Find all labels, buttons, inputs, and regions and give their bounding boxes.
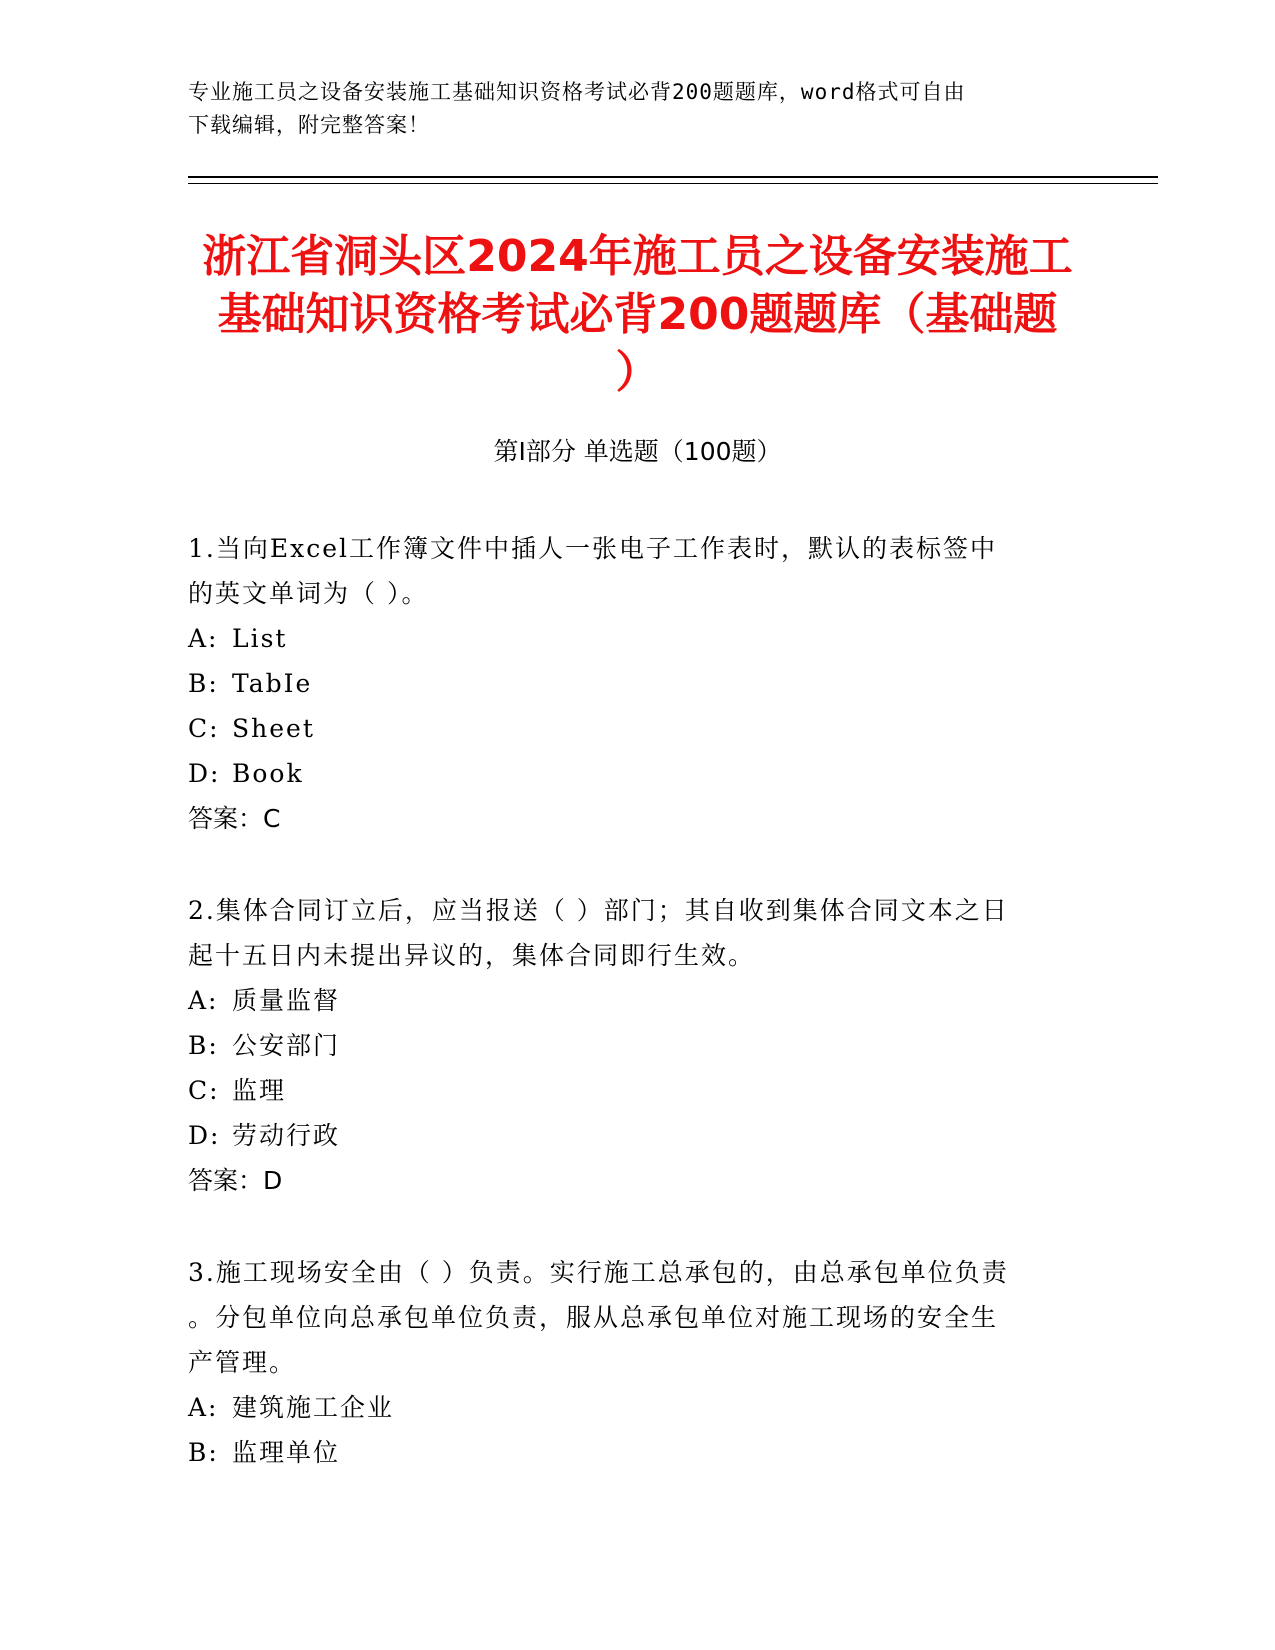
- document-title-line-2: 基础知识资格考试必背200题题库（基础题: [217, 289, 1058, 340]
- header-note: [188, 76, 1088, 142]
- header-note-line-1: 专业施工员之设备安装施工基础知识资格考试必背200题题库，word格式可自由: [188, 80, 966, 104]
- document-title-line-1: 浙江省洞头区2024年施工员之设备安装施工: [202, 231, 1073, 282]
- option-letter: D:: [188, 1121, 221, 1150]
- question-stem-line: 产管理。: [188, 1348, 297, 1377]
- option-text: Sheet: [232, 714, 315, 743]
- question-1: [188, 526, 1088, 841]
- option-letter: A:: [188, 624, 219, 653]
- option-d: [188, 751, 1088, 796]
- question-stem-line: 1.当向Excel工作簿文件中插人一张电子工作表时，默认的表标签中: [188, 534, 997, 563]
- option-text: 监理: [232, 1076, 287, 1105]
- document-title-line-3: ）: [615, 347, 660, 398]
- option-text: Book: [232, 759, 304, 788]
- option-letter: C:: [188, 714, 220, 743]
- header-note-line-2: 下载编辑，附完整答案！: [188, 113, 430, 137]
- option-text: TabIe: [232, 669, 313, 698]
- question-stem-line: 2.集体合同订立后，应当报送（ ）部门；其自收到集体合同文本之日: [188, 896, 1009, 925]
- section-heading: 第I部分 单选题（100题）: [493, 437, 782, 466]
- option-letter: C:: [188, 1076, 220, 1105]
- option-letter: A:: [188, 986, 219, 1015]
- option-b: [188, 1430, 1088, 1475]
- option-a: [188, 1385, 1088, 1430]
- document-title: [160, 228, 1115, 402]
- header-divider-thick: [188, 176, 1158, 178]
- option-text: 劳动行政: [232, 1121, 341, 1150]
- answer-line: 答案：C: [188, 804, 281, 833]
- option-text: 公安部门: [232, 1031, 341, 1060]
- question-stem-line: 起十五日内未提出异议的，集体合同即行生效。: [188, 941, 756, 970]
- answer-line: 答案：D: [188, 1166, 283, 1195]
- option-letter: B:: [188, 1438, 219, 1467]
- option-text: 建筑施工企业: [232, 1393, 395, 1422]
- option-a: [188, 616, 1088, 661]
- question-3: [188, 1250, 1088, 1475]
- option-text: 监理单位: [232, 1438, 341, 1467]
- question-stem-line: 3.施工现场安全由（ ）负责。实行施工总承包的，由总承包单位负责: [188, 1258, 1009, 1287]
- option-text: 质量监督: [232, 986, 341, 1015]
- option-c: [188, 1068, 1088, 1113]
- option-b: [188, 1023, 1088, 1068]
- option-d: [188, 1113, 1088, 1158]
- question-2: [188, 888, 1088, 1203]
- question-stem-line: 的英文单词为（ ）。: [188, 579, 429, 608]
- question-stem-line: 。分包单位向总承包单位负责，服从总承包单位对施工现场的安全生: [188, 1303, 999, 1332]
- option-text: List: [232, 624, 288, 653]
- option-letter: B:: [188, 669, 219, 698]
- option-b: [188, 661, 1088, 706]
- header-divider-thin: [188, 183, 1158, 184]
- option-letter: D:: [188, 759, 221, 788]
- option-letter: B:: [188, 1031, 219, 1060]
- option-c: [188, 706, 1088, 751]
- option-a: [188, 978, 1088, 1023]
- option-letter: A:: [188, 1393, 219, 1422]
